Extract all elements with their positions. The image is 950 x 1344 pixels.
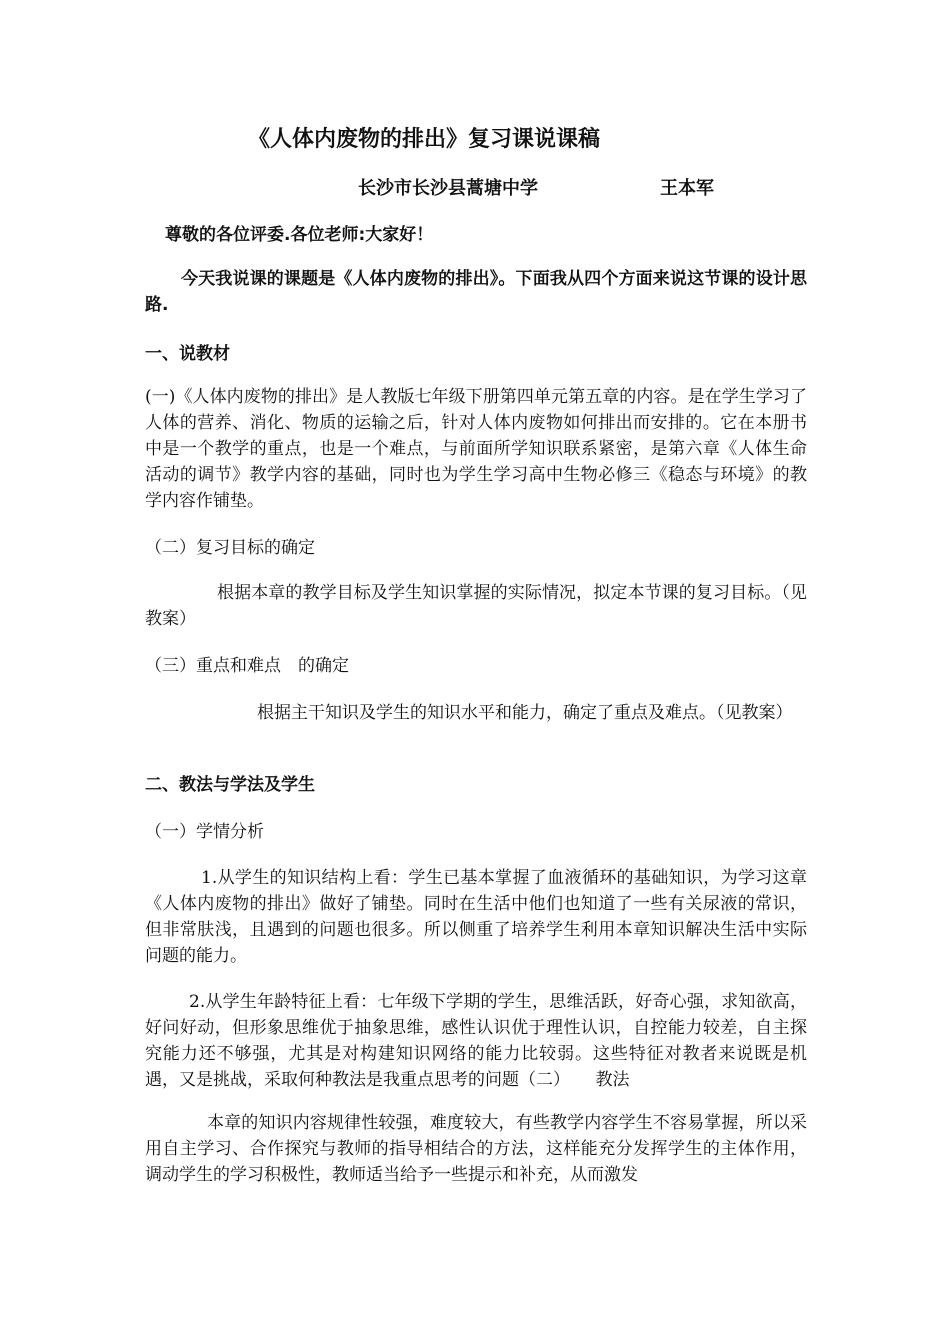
greeting: 尊敬的各位评委.各位老师:大家好！ [165,225,434,245]
paragraph-review-goals: 根据本章的教学目标及学生知识掌握的实际情况，拟定本节课的复习目标。（见教案） [145,583,807,629]
section-heading-2: 二、教法与学法及学生 [145,775,315,795]
section-heading-1: 一、说教材 [145,344,230,364]
author-school: 长沙市长沙县蒿塘中学 [358,178,538,199]
intro-paragraph: 今天我说课的课题是《人体内废物的排出》。下面我从四个方面来说这节课的设计思路. [145,269,807,315]
subheading-student-analysis: （一）学情分析 [145,822,264,842]
subheading-review-goals: （二）复习目标的确定 [145,538,315,558]
paragraph-knowledge-structure: 1.从学生的知识结构上看：学生已基本掌握了血液循环的基础知识，为学习这章《人体内废物的排出》做好了铺垫。同时在生活中他们也知道了一些有关尿液的常识，但非常肤浅，且遇到的问题也很多。所以侧重了培养学生利用本章知识解决生活中实际问题的能力。 [145,868,807,966]
paragraph-teaching-method: 本章的知识内容规律性较强，难度较大，有些教学内容学生不容易掌握，所以采用自主学习、合作探究与教师的指导相结合的方法，这样能充分发挥学生的主体作用，调动学生的学习积极性，教师适当给予一些提示和补充，从而激发 [145,1113,807,1185]
paragraph-key-points: 根据主干知识及学生的知识水平和能力，确定了重点及难点。（见教案） [257,703,793,723]
subheading-key-points: （三）重点和难点 的确定 [145,656,349,676]
paragraph-textbook: (一)《人体内废物的排出》是人教版七年级下册第四单元第五章的内容。是在学生学习了人体的营养、消化、物质的运输之后，针对人体内废物如何排出而安排的。它在本册书中是一个教学的重点，也是一个难点，与前面所学知识联系紧密，是第六章《人体生命活动的调节》教学内容的基础，同时也为学生学习高中生物必修三《稳态与环境》的教学内容作铺垫。 [145,387,807,511]
paragraph-age-characteristics: 2.从学生年龄特征上看：七年级下学期的学生，思维活跃，好奇心强，求知欲高，好问好动，但形象思维优于抽象思维，感性认识优于理性认识，自控能力较差，自主探究能力还不够强，尤其是对构建知识网络的能力比较弱。这些特征对教者来说既是机遇，又是挑战，采取何种教法是我重点思考的问题（二） 教法 [145,992,807,1090]
author-name: 王本军 [660,178,714,199]
page-title: 《人体内废物的排出》复习课说课稿 [248,127,601,152]
